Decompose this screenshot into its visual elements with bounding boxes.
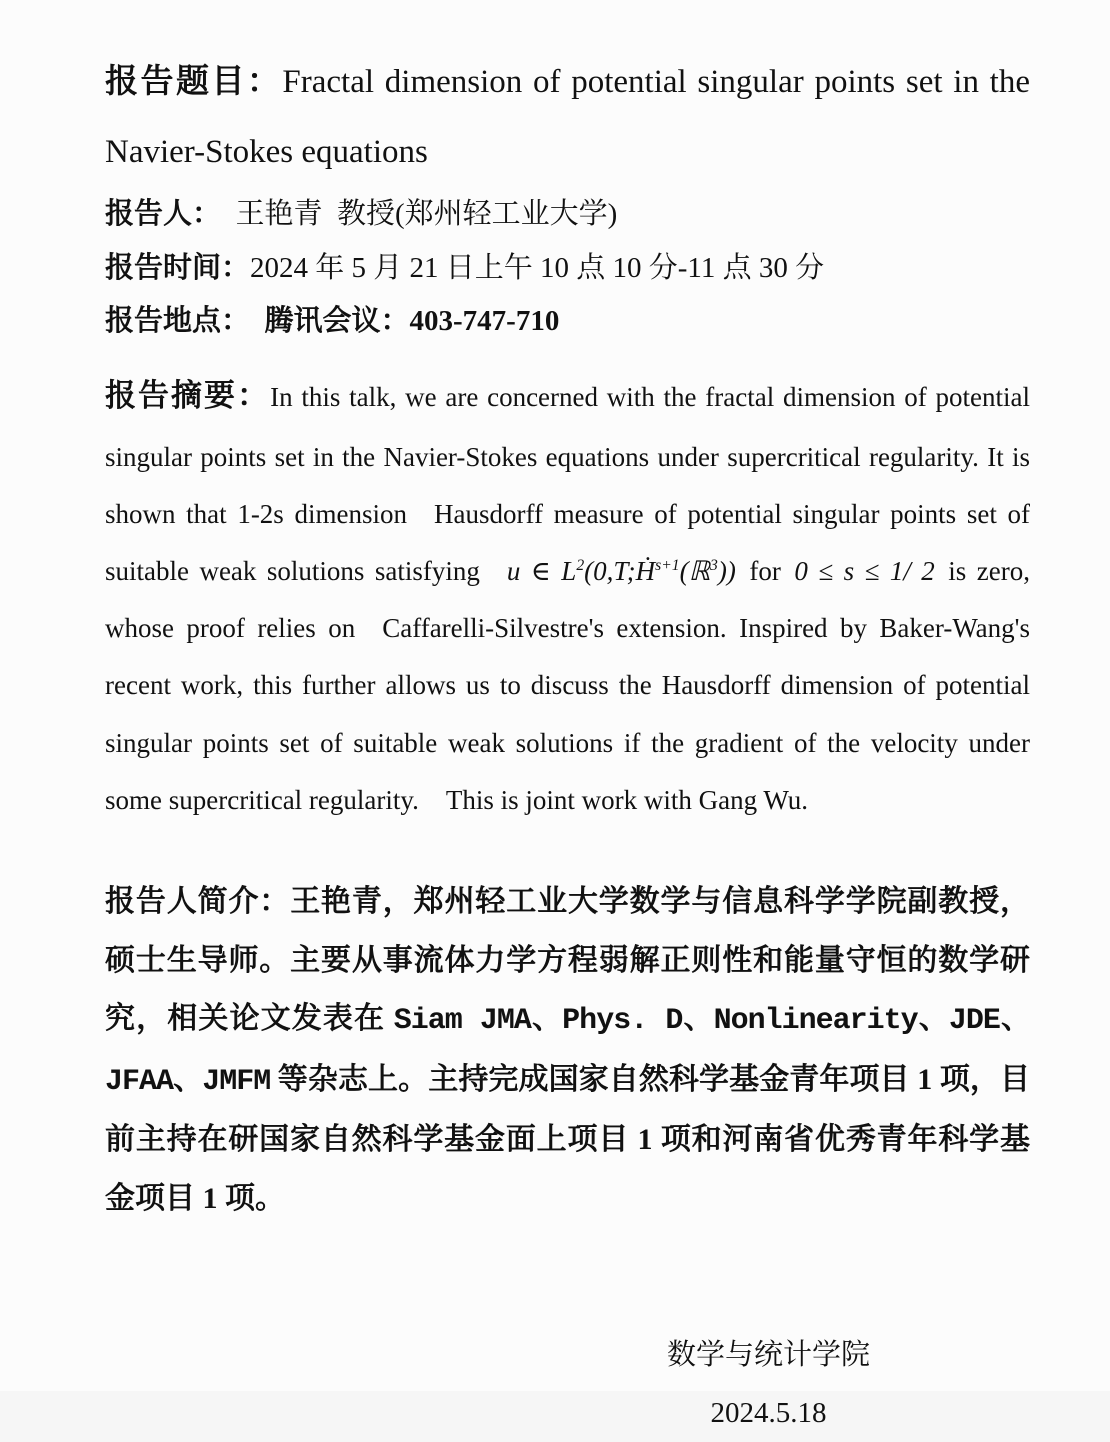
abstract-text-2: is zero, whose proof relies on Caffarelli-Silvestre's extension. Inspired by Baker-Wang's recent work, this further allows us to discuss the Hausdorff dimension of potential singular points set of suitable weak solutions if the gradient of the velocity under some supercritical regularity. This is joint work with Gang Wu. xyxy=(105,556,1030,815)
abstract-paragraph xyxy=(105,363,1030,829)
seminar-title xyxy=(105,48,1030,188)
speaker-label: 报告人： xyxy=(105,197,222,230)
venue-value: 腾讯会议：403-747-710 xyxy=(250,305,560,338)
time-line xyxy=(105,242,1030,296)
formula-inequality: 0 ≤ s ≤ 1/ 2 xyxy=(794,556,935,587)
announcement-date: 2024.5.18 xyxy=(710,1397,827,1430)
abstract-label: 报告摘要： xyxy=(105,377,271,413)
bio-text-1: 王艳青，郑州轻工业大学数学与信息科学学院副教授，硕士生导师。主要从事流体力学方程弱解正则性和能量守恒的数学研究，相关论文发表在 xyxy=(105,885,1031,1036)
bio-label: 报告人简介： xyxy=(105,885,291,919)
abstract-for-text: for xyxy=(735,556,795,587)
abstract-text-1: In this talk, we are concerned with the fractal dimension of potential singular points set in the Navier-Stokes equations under supercritical regularity. It is shown that 1-2s dimension Hausdorff measure of potential singular points set of suitable weak solutions satisfying xyxy=(105,381,1030,587)
title-label: 报告题目： xyxy=(105,64,283,100)
venue-label: 报告地点： xyxy=(105,305,251,338)
department-name: 数学与统计学院 xyxy=(666,1339,870,1372)
time-value: 2024 年 5 月 21 日上午 10 点 10 分-11 点 30 分 xyxy=(250,251,825,284)
signature-block xyxy=(667,1326,870,1442)
venue-line xyxy=(105,295,1030,349)
bio-paragraph xyxy=(105,873,1030,1228)
title-text: Fractal dimension of potential singular points set in the Navier-Stokes equations xyxy=(105,64,1030,170)
speaker-value: 王艳青 教授(郑州轻工业大学) xyxy=(221,197,618,230)
bio-text-2: 等杂志上。主持完成国家自然科学基金青年项目 1 项，目前主持在研国家自然科学基金面上项目 1 项和河南省优秀青年科学基金项目 1 项。 xyxy=(105,1062,1030,1215)
time-label: 报告时间： xyxy=(105,251,251,284)
speaker-line xyxy=(105,188,1030,242)
bio-journal-list: Siam JMA、Phys. D、Nonlinearity、JDE、JFAA、JMFM xyxy=(105,1004,1031,1099)
formula-sobolev-space: u ∈ $L^2(0,T;Ḣ^{s+1}(ℝ^3))$ xyxy=(506,556,736,587)
